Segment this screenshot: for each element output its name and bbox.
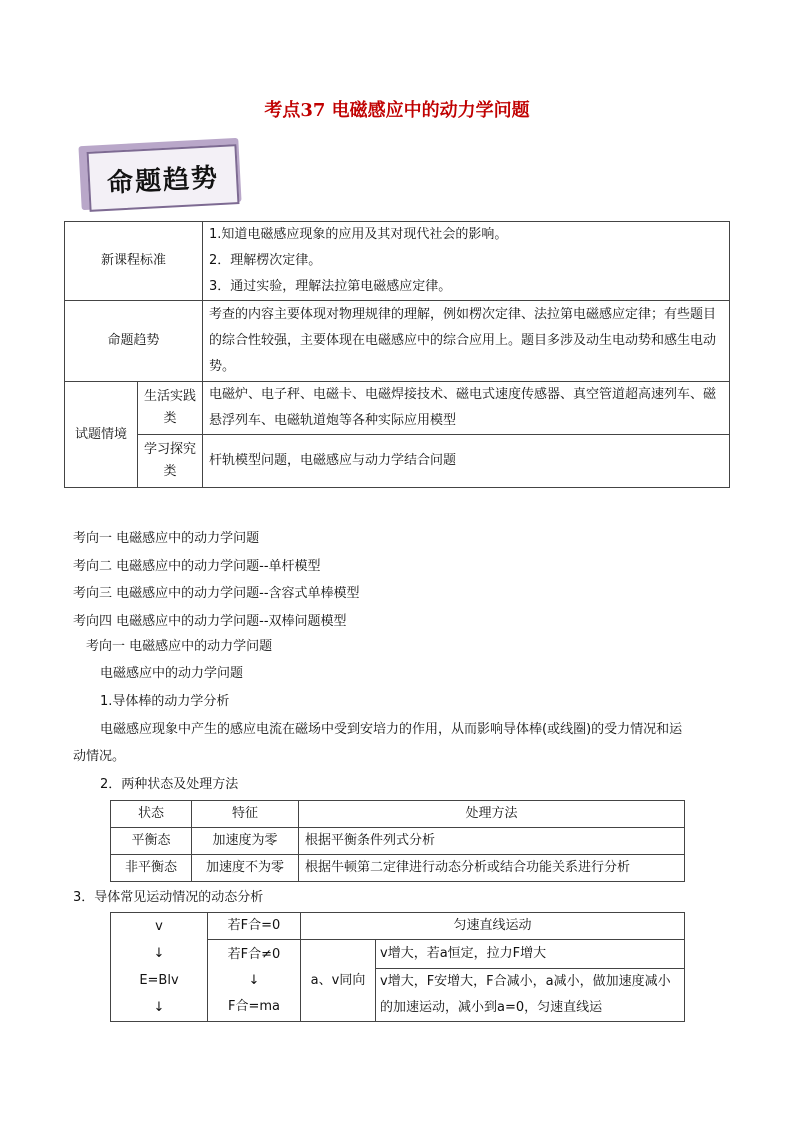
paragraph-line: 电磁感应现象中产生的感应电流在磁场中受到安培力的作用，从而影响导体棒(或线圈)的受力情况和运 xyxy=(100,722,683,737)
topic-item: 考向四 电磁感应中的动力学问题--双棒问题模型 xyxy=(73,613,347,629)
table-cell: 加速度为零 xyxy=(192,828,299,855)
explore-label: 学习探究类 xyxy=(138,435,203,488)
direction-cell: a、v同向 xyxy=(301,940,376,1022)
condition-cell xyxy=(208,940,301,1022)
motion-table xyxy=(110,912,685,1022)
standard-line: 2．理解楞次定律。 xyxy=(209,253,322,268)
section-banner xyxy=(80,142,240,216)
practice-label: 生活实践类 xyxy=(138,382,203,435)
table-row xyxy=(111,828,685,855)
column-header: 处理方法 xyxy=(299,801,685,828)
result-cell: v增大，若a恒定，拉力F增大 xyxy=(376,940,685,969)
arrow-down-icon: ↓ xyxy=(248,972,260,988)
standard-line: 3．通过实验，理解法拉第电磁感应定律。 xyxy=(209,279,452,294)
trend-table xyxy=(64,221,730,488)
column-header: 状态 xyxy=(111,801,192,828)
practice-content: 电磁炉、电子秤、电磁卡、电磁焊接技术、磁电式速度传感器、真空管道超高速列车、磁悬浮列车、电磁轨道炮等各种实际应用模型 xyxy=(203,382,730,435)
trend-content: 考查的内容主要体现对物理规律的理解，例如楞次定律、法拉第电磁感应定律；有些题目的综合性较强，主要体现在电磁感应中的综合应用上。题目多涉及动生电动势和感生电动势。 xyxy=(203,301,730,382)
state-table xyxy=(110,800,685,882)
table-cell: 根据平衡条件列式分析 xyxy=(299,828,685,855)
chain-line: E=Blv xyxy=(139,973,179,988)
banner-label: 命题趋势 xyxy=(87,144,240,212)
condition-cell: 若F合=0 xyxy=(208,913,301,940)
trend-label: 命题趋势 xyxy=(65,301,203,382)
section-heading: 考向一 电磁感应中的动力学问题 xyxy=(86,639,273,654)
chain-cell xyxy=(111,913,208,1022)
condition-line: 若F合≠0 xyxy=(227,946,281,962)
item-heading: 3．导体常见运动情况的动态分析 xyxy=(73,890,264,905)
standard-label: 新课程标准 xyxy=(65,222,203,301)
chain-line: v xyxy=(155,919,163,934)
item-heading: 2．两种状态及处理方法 xyxy=(100,777,239,792)
standard-line: 1.知道电磁感应现象的应用及其对现代社会的影响。 xyxy=(209,227,508,242)
topic-item: 考向二 电磁感应中的动力学问题--单杆模型 xyxy=(73,558,321,574)
table-cell: 根据牛顿第二定律进行动态分析或结合功能关系进行分析 xyxy=(299,855,685,882)
result-cell: 匀速直线运动 xyxy=(301,913,685,940)
item-heading: 1.导体棒的动力学分析 xyxy=(100,694,230,709)
standard-content xyxy=(203,222,730,301)
table-cell: 平衡态 xyxy=(111,828,192,855)
paragraph-line: 动情况。 xyxy=(73,749,126,764)
arrow-down-icon: ↓ xyxy=(153,946,165,961)
page-title: 考点37 电磁感应中的动力学问题 xyxy=(264,100,530,121)
sub-heading: 电磁感应中的动力学问题 xyxy=(100,666,244,681)
context-label: 试题情境 xyxy=(65,382,138,488)
table-cell: 非平衡态 xyxy=(111,855,192,882)
result-cell: v增大，F安增大，F合减小，a减小，做加速度减小的加速运动，减小到a=0，匀速直线运 xyxy=(376,969,685,1022)
column-header: 特征 xyxy=(192,801,299,828)
condition-line: F合=ma xyxy=(227,998,280,1014)
arrow-down-icon: ↓ xyxy=(153,1000,165,1015)
table-cell: 加速度不为零 xyxy=(192,855,299,882)
topic-list xyxy=(73,525,360,635)
topic-item: 考向一 电磁感应中的动力学问题 xyxy=(73,531,260,546)
topic-item: 考向三 电磁感应中的动力学问题--含容式单棒模型 xyxy=(73,586,360,601)
explore-content: 杆轨模型问题，电磁感应与动力学结合问题 xyxy=(203,435,730,488)
table-row xyxy=(111,855,685,882)
